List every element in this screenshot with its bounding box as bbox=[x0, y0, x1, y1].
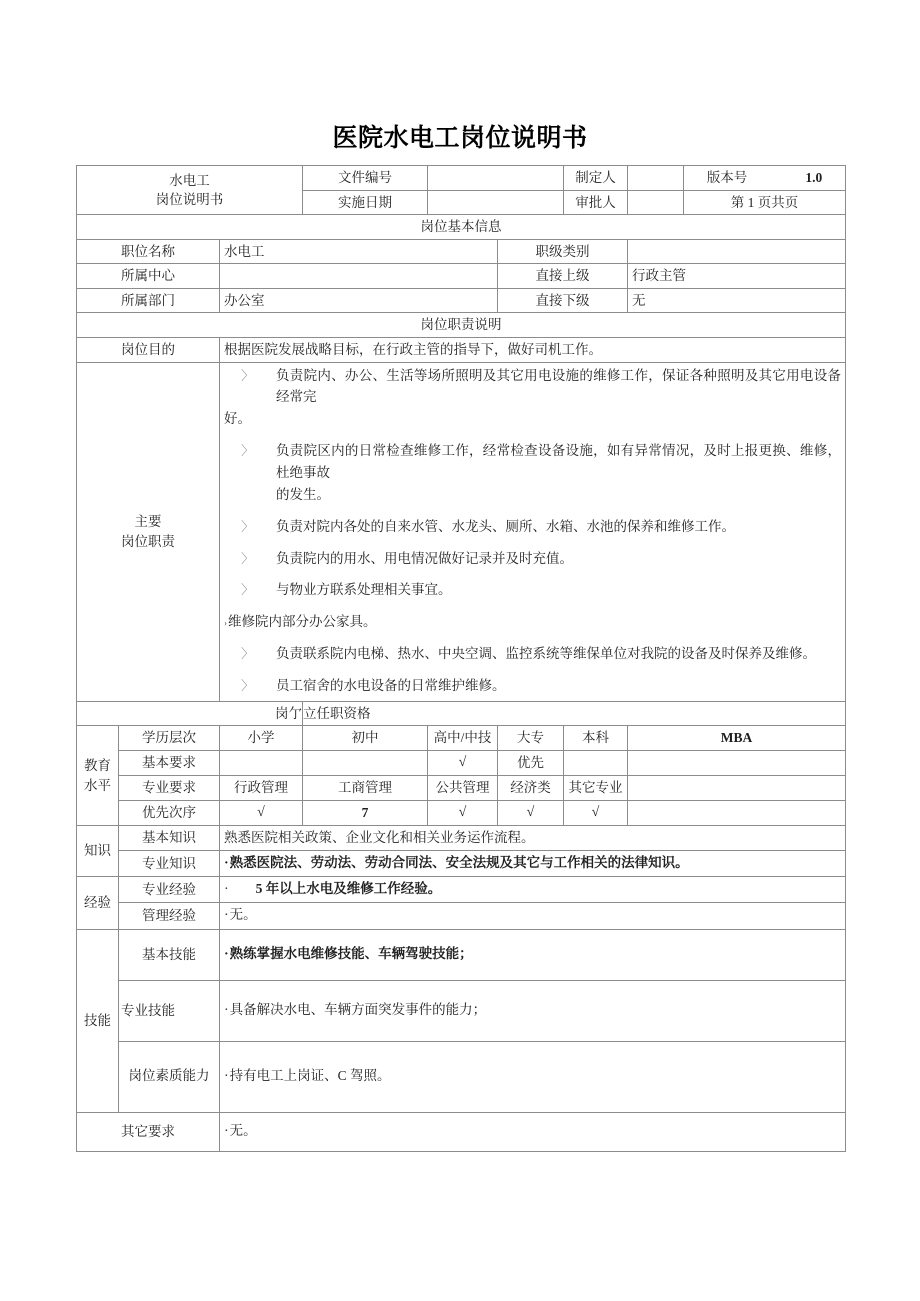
education-major-1: 工商管理 bbox=[303, 776, 428, 801]
skill-competency-text bbox=[220, 1041, 846, 1112]
qualification-section-row bbox=[77, 701, 846, 726]
education-level-5: MBA bbox=[628, 726, 846, 751]
version-cell bbox=[684, 166, 846, 191]
education-major-5 bbox=[628, 776, 846, 801]
education-major-0: 行政管理 bbox=[220, 776, 303, 801]
duty-bullet-arrow-icon: 〉 bbox=[241, 646, 255, 662]
bullet-dot-icon: · bbox=[224, 908, 229, 924]
duty-bullet-arrow-icon: 〉 bbox=[241, 443, 255, 459]
table-row-experience-professional bbox=[77, 876, 846, 902]
duty-item-text: 维修院内部分办公家具。 bbox=[228, 614, 377, 630]
table-row-knowledge-basic bbox=[77, 826, 846, 851]
education-priority-label: 优先次序 bbox=[119, 800, 220, 825]
knowledge-professional-text bbox=[220, 850, 846, 876]
table-row-skill-professional bbox=[77, 980, 846, 1041]
file-no-label: 文件编号 bbox=[303, 166, 428, 191]
duty-item bbox=[224, 548, 841, 570]
other-requirements-label: 其它要求 bbox=[77, 1112, 220, 1151]
duty-item bbox=[224, 516, 841, 538]
education-basic-req-3: 优先 bbox=[498, 750, 564, 775]
table-row-position-name bbox=[77, 239, 846, 264]
knowledge-basic-text: 熟悉医院相关政策、企业文化和相关业务运作流程。 bbox=[220, 826, 846, 851]
author-label: 制定人 bbox=[564, 166, 628, 191]
department-label: 所属部门 bbox=[77, 288, 220, 313]
bullet-dot-icon: · bbox=[224, 1068, 229, 1084]
direct-subordinate-label: 直接下级 bbox=[498, 288, 628, 313]
header-row-1 bbox=[77, 166, 846, 191]
skill-basic-value: 熟练掌握水电维修技能、车辆驾驶技能； bbox=[229, 945, 473, 961]
duty-item bbox=[224, 579, 841, 601]
department-value[interactable]: 办公室 bbox=[220, 288, 498, 313]
knowledge-label: 知识 bbox=[77, 826, 119, 877]
skill-professional-sub: 专业技能 bbox=[119, 980, 220, 1041]
experience-management-value: 无。 bbox=[229, 907, 257, 923]
table-row-education-majors bbox=[77, 776, 846, 801]
experience-professional-sub: 专业经验 bbox=[119, 876, 220, 902]
table-row-experience-management bbox=[77, 903, 846, 929]
other-requirements-value: 无。 bbox=[229, 1122, 257, 1138]
grade-category-value[interactable] bbox=[628, 239, 846, 264]
version-label: 版本号 bbox=[706, 170, 748, 185]
file-no-value[interactable] bbox=[428, 166, 564, 191]
education-major-4: 其它专业 bbox=[564, 776, 628, 801]
author-value[interactable] bbox=[628, 166, 684, 191]
education-priority-4: √ bbox=[564, 800, 628, 825]
knowledge-professional-sub: 专业知识 bbox=[119, 850, 220, 876]
education-level-3: 大专 bbox=[498, 726, 564, 751]
education-basic-req-5 bbox=[628, 750, 846, 775]
duty-item-text: 与物业方联系处理相关事宜。 bbox=[276, 582, 452, 598]
duty-item-text: 负责院区内的日常检查维修工作，经常检查设备设施，如有异常情况，及时上报更换、维修，杜绝事故 bbox=[276, 443, 841, 480]
education-priority-2: √ bbox=[428, 800, 498, 825]
skill-professional-value: 具备解决水电、车辆方面突发事件的能力； bbox=[229, 1001, 487, 1017]
skill-basic-text bbox=[220, 929, 846, 980]
position-name-label: 职位名称 bbox=[77, 239, 220, 264]
doc-name-line1: 水电工 bbox=[169, 172, 210, 188]
doc-name-line2: 岗位说明书 bbox=[155, 192, 224, 208]
knowledge-professional-value: 熟悉医院法、劳动法、劳动合同法、安全法规及其它与工作相关的法律知识。 bbox=[229, 854, 689, 870]
approver-label: 审批人 bbox=[564, 190, 628, 215]
issue-date-label: 实施日期 bbox=[303, 190, 428, 215]
duty-item bbox=[224, 611, 841, 633]
duties-section-row bbox=[77, 313, 846, 338]
table-row-education-priority bbox=[77, 800, 846, 825]
table-row-department bbox=[77, 288, 846, 313]
education-label: 教育水平 bbox=[77, 726, 119, 826]
other-requirements-text bbox=[220, 1112, 846, 1151]
main-duties-label bbox=[77, 362, 220, 701]
duty-item-text: 负责对院内各处的自来水管、水龙头、厕所、水箱、水池的保养和维修工作。 bbox=[276, 518, 735, 534]
duty-item-text-continuation: 好。 bbox=[224, 411, 251, 427]
education-priority-0: √ bbox=[220, 800, 303, 825]
knowledge-basic-sub: 基本知识 bbox=[119, 826, 220, 851]
bullet-dot-icon: · bbox=[224, 946, 229, 962]
center-value[interactable] bbox=[220, 264, 498, 289]
table-row-other-requirements bbox=[77, 1112, 846, 1151]
table-row-center bbox=[77, 264, 846, 289]
education-priority-1: 7 bbox=[303, 800, 428, 825]
education-basic-req-1 bbox=[303, 750, 428, 775]
duty-bullet-arrow-icon: 〉 bbox=[241, 677, 255, 693]
duty-item bbox=[224, 675, 841, 697]
duty-item-text: 负责联系院内电梯、热水、中央空调、监控系统等维保单位对我院的设备及时保养及维修。 bbox=[276, 646, 816, 662]
center-label: 所属中心 bbox=[77, 264, 220, 289]
purpose-text: 根据医院发展战略目标，在行政主管的指导下，做好司机工作。 bbox=[220, 337, 846, 362]
education-basic-req-2: √ bbox=[428, 750, 498, 775]
qualification-section-title-part2: 立任职资格 bbox=[303, 701, 846, 726]
education-level-1: 初中 bbox=[303, 726, 428, 751]
education-level-4: 本科 bbox=[564, 726, 628, 751]
experience-management-text bbox=[220, 903, 846, 929]
duty-bullet-arrow-icon: 〉 bbox=[241, 582, 255, 598]
skills-label: 技能 bbox=[77, 929, 119, 1112]
education-major-2: 公共管理 bbox=[428, 776, 498, 801]
duty-item-text: 负责院内、办公、生活等场所照明及其它用电设施的维修工作，保证各种照明及其它用电设备经常完 bbox=[276, 367, 841, 405]
education-level-row-label: 学历层次 bbox=[119, 726, 220, 751]
duty-bullet-arrow-icon: 〉 bbox=[241, 518, 255, 534]
grade-category-label: 职级类别 bbox=[498, 239, 628, 264]
skill-competency-sub: 岗位素质能力 bbox=[119, 1041, 220, 1112]
duty-bullet-arrow-icon: › bbox=[224, 618, 227, 629]
table-row-education-levels bbox=[77, 726, 846, 751]
approver-value[interactable] bbox=[628, 190, 684, 215]
direct-subordinate-value[interactable]: 无 bbox=[628, 288, 846, 313]
table-row-knowledge-professional bbox=[77, 850, 846, 876]
skill-basic-sub: 基本技能 bbox=[119, 929, 220, 980]
skill-professional-text bbox=[220, 980, 846, 1041]
direct-superior-value[interactable]: 行政主管 bbox=[628, 264, 846, 289]
purpose-label: 岗位目的 bbox=[77, 337, 220, 362]
job-description-table bbox=[76, 165, 846, 1152]
duty-bullet-arrow-icon: 〉 bbox=[241, 367, 255, 383]
issue-date-value[interactable] bbox=[428, 190, 564, 215]
education-major-3: 经济类 bbox=[498, 776, 564, 801]
bullet-dot-icon: · bbox=[224, 881, 229, 897]
duty-item bbox=[224, 440, 841, 506]
experience-label: 经验 bbox=[77, 876, 119, 929]
education-level-0: 小学 bbox=[220, 726, 303, 751]
duty-item-text: 员工宿舍的水电设备的日常维护维修。 bbox=[276, 677, 506, 693]
duties-section-title: 岗位职责说明 bbox=[77, 313, 846, 338]
duty-item-text: 负责院内的用水、用电情况做好记录并及时充值。 bbox=[276, 550, 573, 566]
duties-list bbox=[224, 365, 841, 697]
main-duties-label-line1: 主要 bbox=[134, 514, 162, 530]
main-duties-cell bbox=[220, 362, 846, 701]
bullet-dot-icon: · bbox=[224, 1123, 229, 1139]
basic-info-section-title: 岗位基本信息 bbox=[77, 215, 846, 240]
table-row-main-duties bbox=[77, 362, 846, 701]
duty-bullet-arrow-icon: 〉 bbox=[241, 550, 255, 566]
direct-superior-label: 直接上级 bbox=[498, 264, 628, 289]
duty-item bbox=[224, 643, 841, 665]
education-level-2: 高中/中技 bbox=[428, 726, 498, 751]
basic-info-section-row bbox=[77, 215, 846, 240]
bullet-dot-icon: · bbox=[224, 1002, 229, 1018]
experience-management-sub: 管理经验 bbox=[119, 903, 220, 929]
education-basic-req-0 bbox=[220, 750, 303, 775]
bullet-dot-icon: · bbox=[224, 855, 229, 871]
version-value: 1.0 bbox=[805, 170, 823, 185]
table-row-skill-basic bbox=[77, 929, 846, 980]
duty-item-text-continuation: 的发生。 bbox=[276, 486, 330, 502]
page-title: 医院水电工岗位说明书 bbox=[332, 123, 588, 152]
table-row-purpose bbox=[77, 337, 846, 362]
skill-competency-value: 持有电工上岗证、C 驾照。 bbox=[229, 1067, 391, 1083]
experience-professional-value: 5 年以上水电及维修工作经验。 bbox=[255, 880, 442, 896]
table-row-skill-competency bbox=[77, 1041, 846, 1112]
position-name-value[interactable]: 水电工 bbox=[220, 239, 498, 264]
education-priority-5 bbox=[628, 800, 846, 825]
experience-professional-text bbox=[220, 876, 846, 902]
qualification-section-title-part1: 岗亇 bbox=[77, 701, 303, 726]
doc-name-cell bbox=[77, 166, 303, 215]
education-major-req-label: 专业要求 bbox=[119, 776, 220, 801]
education-basic-req-label: 基本要求 bbox=[119, 750, 220, 775]
page-label: 第 1 页共页 bbox=[684, 190, 846, 215]
education-priority-3: √ bbox=[498, 800, 564, 825]
table-row-education-basic-req bbox=[77, 750, 846, 775]
education-basic-req-4 bbox=[564, 750, 628, 775]
main-duties-label-line2: 岗位职责 bbox=[121, 533, 175, 549]
duty-item bbox=[224, 365, 841, 431]
